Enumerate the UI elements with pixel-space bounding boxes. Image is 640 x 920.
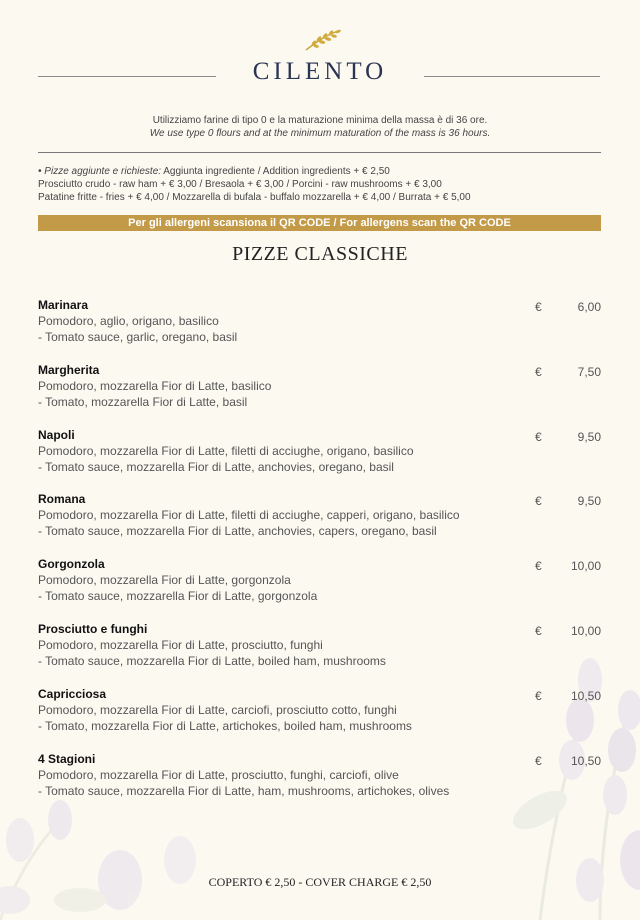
item-name: Capricciosa [38, 686, 107, 701]
item-desc-it: Pomodoro, mozzarella Fior di Latte, gorgonzola [38, 573, 291, 588]
menu-item [38, 621, 601, 686]
item-desc-en: - Tomato sauce, mozzarella Fior di Latte, ham, mushrooms, artichokes, olives [38, 783, 450, 798]
item-price: 10,00 [570, 559, 601, 574]
menu-item [38, 362, 601, 427]
item-price: 7,50 [577, 364, 601, 379]
currency-symbol: € [535, 300, 542, 314]
menu-item [38, 556, 601, 621]
currency-symbol: € [535, 364, 542, 379]
item-desc-it: Pomodoro, mozzarella Fior di Latte, prosciutto, funghi, carciofi, olive [38, 767, 399, 782]
item-name: Marinara [38, 298, 89, 312]
menu-item [38, 491, 601, 556]
extras-line-3: Patatine fritte - fries + € 4,00 / Mozzarella di bufala - buffalo mozzarella + € 4,00 / Burrata + € 5,00 [38, 192, 471, 203]
item-desc-en: - Tomato, mozzarella Fior di Latte, basil [38, 394, 248, 409]
currency-symbol: € [535, 753, 542, 768]
item-price: 9,50 [577, 429, 601, 444]
currency-symbol: € [535, 688, 542, 703]
item-name: Margherita [38, 362, 100, 377]
currency-symbol: € [535, 559, 542, 574]
item-price: 10,50 [570, 753, 601, 768]
extras-line-1 [38, 165, 601, 178]
menu-item [38, 427, 601, 492]
item-desc-en: - Tomato sauce, garlic, oregano, basil [38, 330, 238, 344]
dough-info-english: We use type 0 flours and at the minimum maturation of the mass is 36 hours. [149, 128, 491, 139]
item-desc-en: - Tomato sauce, mozzarella Fior di Latte, boiled ham, mushrooms [38, 653, 386, 668]
section-title: PIZZE CLASSICHE [232, 243, 408, 265]
item-price: 6,00 [577, 300, 601, 314]
allergen-banner: Per gli allergeni scansiona il QR CODE / For allergens scan the QR CODE [38, 215, 601, 231]
dough-info [0, 114, 640, 140]
item-name: Prosciutto e funghi [38, 621, 148, 636]
currency-symbol: € [535, 429, 542, 444]
bullet: • [38, 166, 42, 177]
item-desc-en: - Tomato sauce, mozzarella Fior di Latte, anchovies, capers, oregano, basil [38, 524, 437, 539]
currency-symbol: € [535, 623, 542, 638]
dough-info-italian: Utilizziamo farine di tipo 0 e la maturazione minima della massa è di 36 ore. [152, 115, 488, 126]
item-desc-it: Pomodoro, mozzarella Fior di Latte, basilico [38, 378, 272, 393]
item-desc-en: - Tomato sauce, mozzarella Fior di Latte, gorgonzola [38, 589, 318, 604]
item-desc-en: - Tomato, mozzarella Fior di Latte, artichokes, boiled ham, mushrooms [38, 718, 412, 733]
item-desc-it: Pomodoro, mozzarella Fior di Latte, carciofi, prosciutto cotto, funghi [38, 702, 397, 717]
cover-charge: COPERTO € 2,50 - COVER CHARGE € 2,50 [208, 875, 432, 889]
section-divider [38, 152, 601, 153]
header-divider-right [424, 76, 600, 77]
item-desc-it: Pomodoro, aglio, origano, basilico [38, 314, 219, 328]
menu-list [38, 297, 601, 815]
menu-item [38, 297, 601, 362]
item-price: 10,00 [570, 623, 601, 638]
extras-info [38, 165, 601, 204]
item-name: Romana [38, 492, 86, 507]
item-name: 4 Stagioni [38, 751, 96, 766]
item-desc-en: - Tomato sauce, mozzarella Fior di Latte, anchovies, oregano, basil [38, 459, 394, 474]
item-desc-it: Pomodoro, mozzarella Fior di Latte, prosciutto, funghi [38, 637, 323, 652]
extras-lead: Pizze aggiunte e richieste: [44, 166, 162, 177]
extras-addition: Aggiunta ingrediente / Addition ingredients + € 2,50 [161, 166, 390, 177]
item-name: Napoli [38, 427, 75, 442]
item-price: 9,50 [577, 494, 601, 509]
extras-line-2: Prosciutto crudo - raw ham + € 3,00 / Bresaola + € 3,00 / Porcini - raw mushrooms + € 3,00 [38, 179, 442, 190]
item-desc-it: Pomodoro, mozzarella Fior di Latte, filetti di acciughe, capperi, origano, basilico [38, 508, 460, 523]
menu-item [38, 751, 601, 816]
item-price: 10,50 [570, 688, 601, 703]
menu-item [38, 686, 601, 751]
restaurant-name: CILENTO [252, 58, 388, 85]
currency-symbol: € [535, 494, 542, 509]
item-desc-it: Pomodoro, mozzarella Fior di Latte, filetti di acciughe, origano, basilico [38, 443, 414, 458]
wheat-leaf-icon [302, 28, 342, 52]
item-name: Gorgonzola [38, 557, 105, 572]
